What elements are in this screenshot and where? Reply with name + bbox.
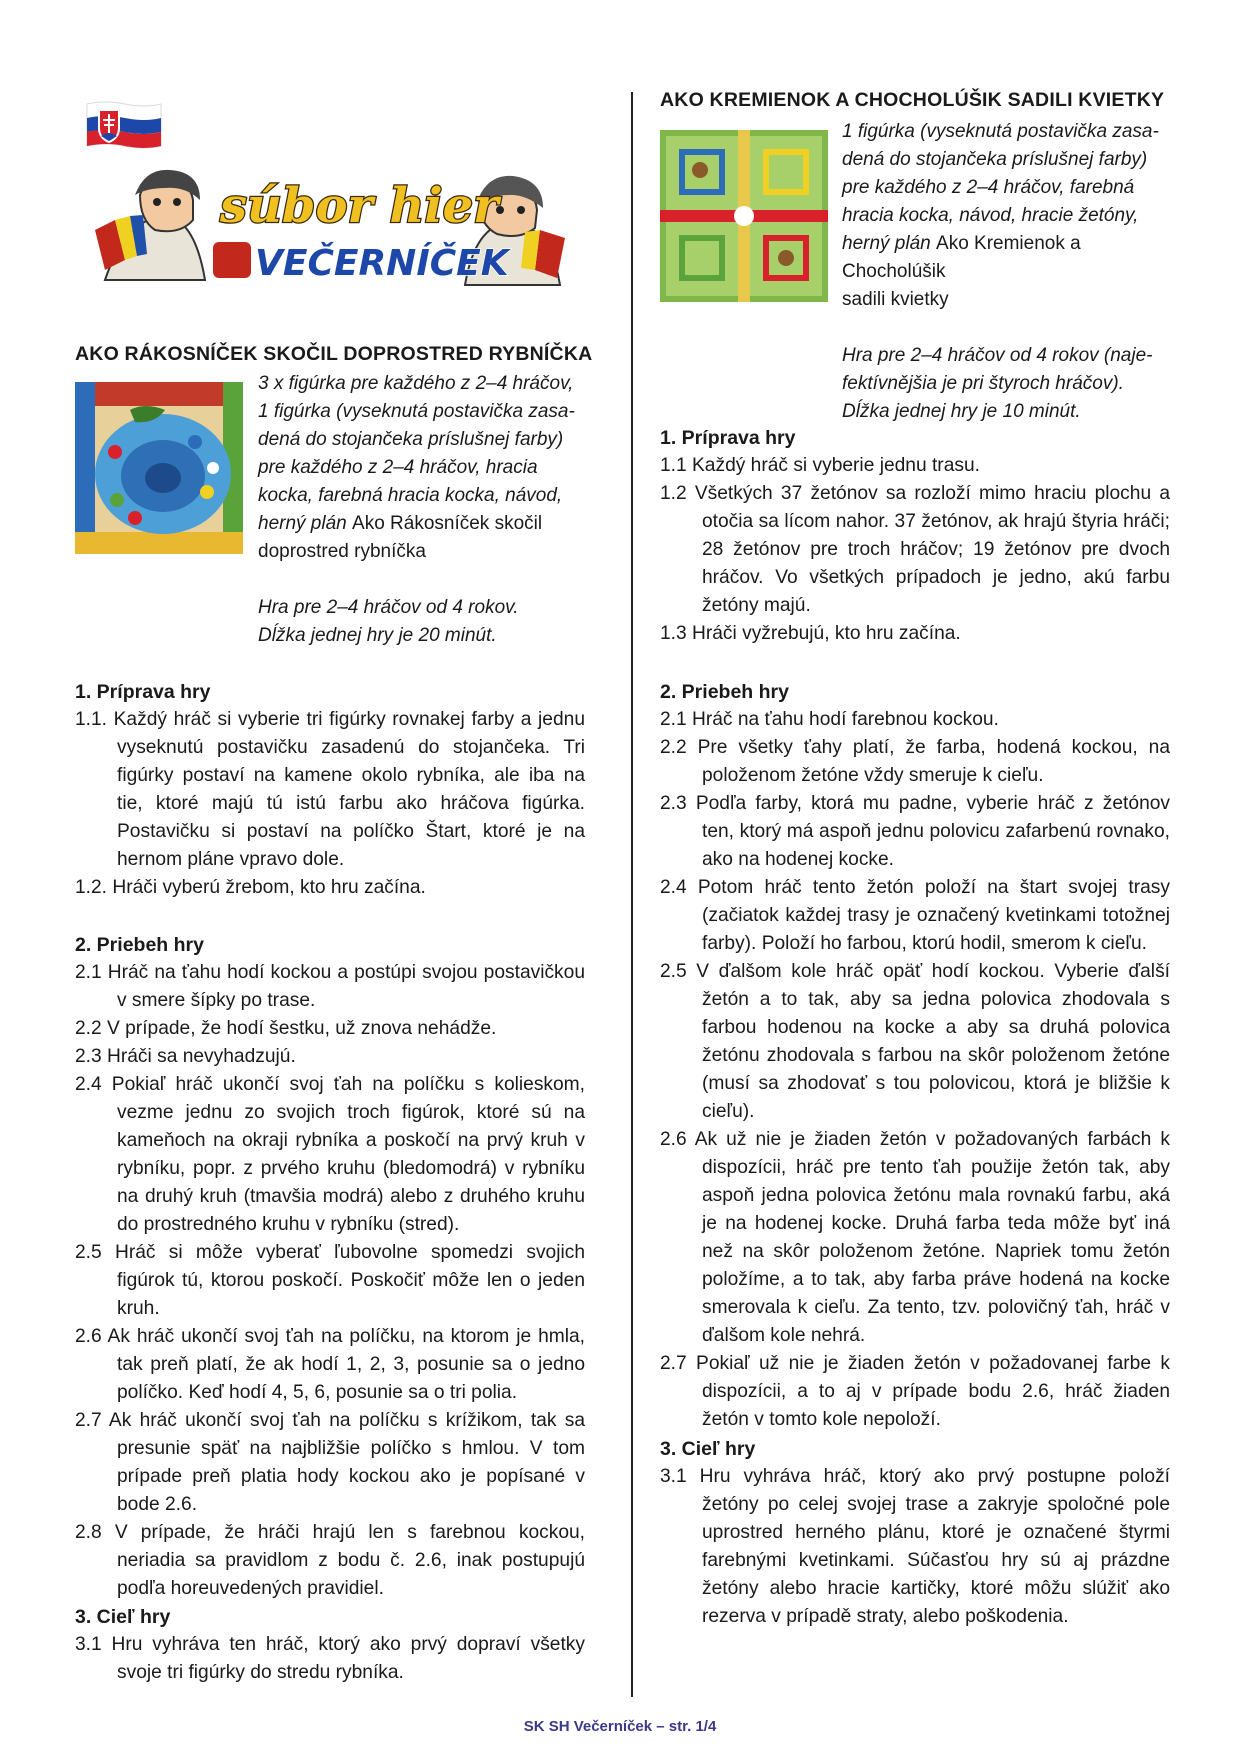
left-section-preparation: [75, 678, 585, 902]
rule-item: 2.5 V ďalšom kole hráč opäť hodí kockou. Vyberie ďalší žetón a to tak, aby sa jedna polovica zhodovala s farbou hodenou na kocke a aby sa druhá polovica žetónu zhodovala s farbou na skôr položenom žetóne (musí sa zhodovať s tou polovicou, ktorá je bližšie k cieľu).: [660, 961, 1170, 1122]
logo-line2: VEČERNÍČEK: [255, 243, 509, 284]
page-footer: SK SH Večerníček – str. 1/4: [523, 1718, 717, 1735]
rule-item: 1.2. Hráči vyberú žrebom, kto hru začína.: [75, 877, 426, 898]
contents-line: 1 figúrka (vyseknutá postavička zasa-: [842, 121, 1159, 142]
left-character-illustration: [95, 170, 205, 280]
rule-item: 2.2 Pre všetky ťahy platí, že farba, hodená kockou, na položenom žetóne vždy smeruje k cieľu.: [660, 737, 1170, 786]
section-heading: 2. Priebeh hry: [660, 681, 789, 703]
right-section-gameplay: [660, 678, 1170, 1434]
rakosnicek-board-thumbnail: [75, 382, 243, 554]
right-game-duration: Dĺžka jednej hry je 10 minút.: [842, 401, 1081, 422]
section-heading: 3. Cieľ hry: [660, 1438, 756, 1460]
rule-item: 1.1 Každý hráč si vyberie jednu trasu.: [660, 455, 980, 476]
section-heading: 1. Príprava hry: [75, 681, 211, 703]
contents-line: 3 x figúrka pre každého z 2–4 hráčov,: [258, 373, 574, 394]
rule-item: 2.5 Hráč si môže vyberať ľubovolne spomedzi svojich figúrok tú, ktorou poskočí. Poskočiť môže len o jeden kruh.: [75, 1242, 585, 1319]
rule-item: 2.6 Ak už nie je žiaden žetón v požadovaných farbách k dispozícii, hráč pre tento ťah použije žetón tak, aby aspoň jedna polovica žetónu mala rovnakú farbu, aká je na hodenej kocke. Druhá farba teda môže byť iná než na skôr položenom žetóne. Napriek tomu žetón položíme, a to tak, aby farba práve hodená na kocke smerovala k cieľu. Za tento, tzv. polovičný ťah, hráč v ďalšom kole nehrá.: [660, 1129, 1170, 1346]
rule-item: 2.6 Ak hráč ukončí svoj ťah na políčku, na ktorom je hmla, tak preň platí, že ak hodí 1, 2, 3, posunie sa o jedno políčko. Keď hodí 4, 5, 6, posunie sa o tri polia.: [75, 1326, 585, 1403]
contents-line: dená do stojančeka príslušnej farby): [258, 429, 564, 450]
contents-line: dená do stojančeka príslušnej farby): [842, 149, 1148, 170]
rule-item: 1.2 Všetkých 37 žetónov sa rozloží mimo hraciu plochu a otočia sa lícom nahor. 37 žetónov, ak hrajú štyria hráči; 28 žetónov pre troch hráčov; 19 žetónov pre dvoch hráčov. Vo všetkých prípadoch je jedno, akú farbu žetóny majú.: [660, 483, 1170, 616]
slovak-flag-icon: [85, 98, 163, 152]
contents-line: 1 figúrka (vyseknutá postavička zasa-: [258, 401, 575, 422]
rule-item: 2.1 Hráč na ťahu hodí kockou a postúpi svojou postavičkou v smere šípky po trase.: [75, 962, 585, 1011]
rule-item: 2.4 Pokiaľ hráč ukončí svoj ťah na políčku s kolieskom, vezme jednu zo svojich troch figúrok, ktoré sú na kameňoch na okraji rybníka a poskočí na prvý kruh v rybníku, popr. z prvého kruhu (bledomodrá) v rybníku na druhý kruh (tmavšia modrá) alebo z druhého kruhu do prostredného kruhu v rybníku (stred).: [75, 1074, 585, 1235]
contents-line: hracia kocka, návod, hracie žetóny,: [842, 205, 1139, 226]
rule-item: 2.8 V prípade, že hráči hrajú len s farebnou kockou, neriadia sa pravidlom z bodu č. 2.6, inak postupujú podľa horeuvedených pravidiel.: [75, 1522, 585, 1599]
contents-line: pre každého z 2–4 hráčov, hracia: [258, 457, 538, 478]
contents-line: kocka, farebná hracia kocka, návod,: [258, 485, 563, 506]
rule-item: 2.1 Hráč na ťahu hodí farebnou kockou.: [660, 709, 999, 730]
rule-item: 1.1. Každý hráč si vyberie tri figúrky rovnakej farby a jednu vyseknutú postavičku zasadenú do stojančeka. Tri figúrky postaví na kamene okolo rybníka, ale iba na tie, ktoré majú tú istú farbu ako hráčova figúrka. Postavičku si postaví na políčko Štart, ktoré je na hernom pláne vpravo dole.: [75, 709, 585, 870]
rule-item: 3.1 Hru vyhráva hráč, ktorý ako prvý postupne položí žetóny po celej svojej trase a zakryje spoločné pole uprostred herného plánu, ktoré je označené štyrmi farebnými kvetinkami. Súčasťou hry sú aj prázdne žetóny alebo hracie kartičky, ktoré môžu slúžiť ako rezerva v prípadě straty, alebo poškodenia.: [660, 1466, 1170, 1627]
rule-item: 1.3 Hráči vyžrebujú, kto hru začína.: [660, 623, 961, 644]
section-heading: 1. Príprava hry: [660, 427, 796, 449]
left-game-contents: [258, 370, 588, 650]
vecernicek-logo: [85, 160, 575, 290]
plan-label: herný plán: [842, 233, 931, 254]
logo-line1: súbor hier: [220, 178, 499, 234]
left-game-players: Hra pre 2–4 hráčov od 4 rokov.: [258, 597, 519, 618]
column-divider: [631, 92, 633, 1697]
rule-item: 2.7 Ak hráč ukončí svoj ťah na políčku s krížikom, tak sa presunie späť na najbližšie políčko s hmlou. V tom prípade preň platia hody kockou ako je popísané v bode 2.6.: [75, 1410, 585, 1515]
section-heading: 3. Cieľ hry: [75, 1606, 171, 1628]
right-game-players-cont: fektívnějšia je pri štyroch hráčov).: [842, 373, 1124, 394]
contents-line: pre každého z 2–4 hráčov, farebná: [842, 177, 1135, 198]
plan-name-cont: sadili kvietky: [842, 289, 949, 310]
left-section-gameplay: [75, 931, 585, 1603]
left-section-goal: [75, 1603, 585, 1687]
right-game-title: AKO KREMIENOK A CHOCHOLÚŠIK SADILI KVIETKY: [660, 89, 1165, 111]
right-section-goal: [660, 1435, 1170, 1631]
rule-item: 2.3 Podľa farby, ktorá mu padne, vyberie hráč z žetónov ten, ktorý má aspoň jednu polovicu zafarbenú rovnako, ako na hodenej kocke.: [660, 793, 1170, 870]
left-game-duration: Dĺžka jednej hry je 20 minút.: [258, 625, 497, 646]
plan-name: Ako Rákosníček skočil: [352, 513, 543, 534]
right-section-preparation: [660, 424, 1170, 648]
rule-item: 2.7 Pokiaľ už nie je žiaden žetón v požadovanej farbe k dispozícii, a to aj v prípade bodu 2.6, hráč žiaden žetón v tomto kole nepoloží.: [660, 1353, 1170, 1430]
plan-name-cont: doprostred rybníčka: [258, 541, 426, 562]
left-game-title: AKO RÁKOSNÍČEK SKOČIL DOPROSTRED RYBNÍČKA: [75, 343, 593, 365]
section-heading: 2. Priebeh hry: [75, 934, 204, 956]
plan-label: herný plán: [258, 513, 347, 534]
right-game-players: Hra pre 2–4 hráčov od 4 rokov (naje-: [842, 345, 1153, 366]
kremienok-board-thumbnail: [660, 130, 828, 302]
rule-item: 3.1 Hru vyhráva ten hráč, ktorý ako prvý dopraví všetky svoje tri figúrky do stredu rybníka.: [75, 1634, 585, 1683]
rule-item: 2.2 V prípade, že hodí šestku, už znova nehádže.: [75, 1018, 497, 1039]
right-game-contents: [842, 118, 1172, 426]
rule-item: 2.4 Potom hráč tento žetón položí na štart svojej trasy (začiatok každej trasy je označený kvetinkami totožnej farby). Položí ho farbou, ktorú hodil, smerom k cieľu.: [660, 877, 1170, 954]
rule-item: 2.3 Hráči sa nevyhadzujú.: [75, 1046, 296, 1067]
plan-name: Ako Kremienok a Chocholúšik: [842, 233, 1081, 282]
